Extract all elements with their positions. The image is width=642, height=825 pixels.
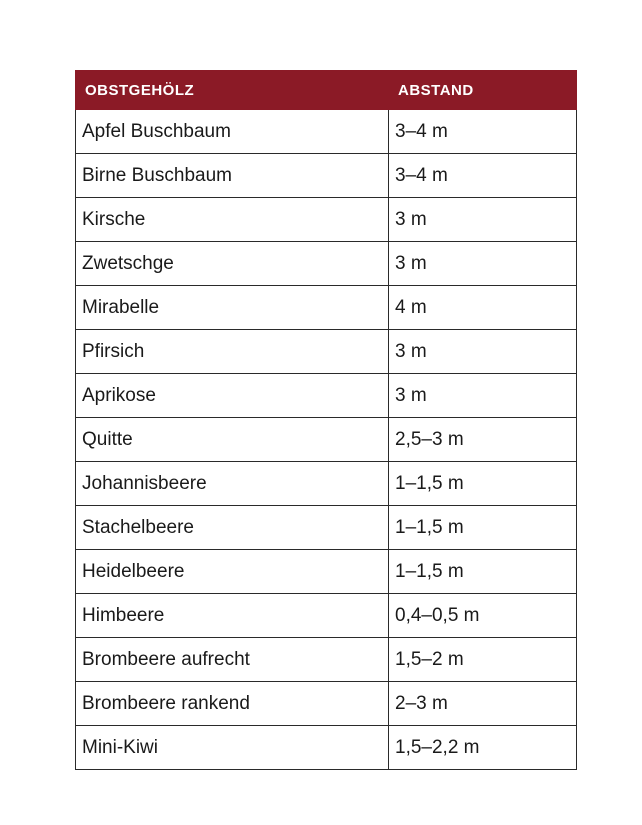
table-row: [76, 374, 577, 418]
table-row: [76, 330, 577, 374]
cell-spacing: 0,4–0,5 m: [389, 594, 577, 638]
cell-fruit: Heidelbeere: [76, 550, 389, 594]
cell-spacing: 1–1,5 m: [389, 550, 577, 594]
column-header-spacing: ABSTAND: [389, 71, 577, 110]
cell-spacing: 1,5–2,2 m: [389, 726, 577, 770]
cell-fruit: Johannisbeere: [76, 462, 389, 506]
table-row: [76, 594, 577, 638]
table-row: [76, 462, 577, 506]
cell-spacing: 3–4 m: [389, 110, 577, 154]
table-header: [76, 71, 577, 110]
cell-fruit: Mirabelle: [76, 286, 389, 330]
cell-fruit: Brombeere rankend: [76, 682, 389, 726]
cell-fruit: Quitte: [76, 418, 389, 462]
cell-spacing: 1,5–2 m: [389, 638, 577, 682]
table-body: [76, 110, 577, 770]
cell-spacing: 2–3 m: [389, 682, 577, 726]
spacing-table-container: [75, 70, 576, 770]
table-row: [76, 242, 577, 286]
cell-fruit: Mini-Kiwi: [76, 726, 389, 770]
cell-fruit: Kirsche: [76, 198, 389, 242]
cell-fruit: Brombeere aufrecht: [76, 638, 389, 682]
table-row: [76, 198, 577, 242]
fruit-spacing-table: [75, 70, 577, 770]
table-row: [76, 286, 577, 330]
cell-fruit: Pfirsich: [76, 330, 389, 374]
cell-spacing: 3–4 m: [389, 154, 577, 198]
cell-spacing: 3 m: [389, 242, 577, 286]
cell-fruit: Zwetschge: [76, 242, 389, 286]
cell-fruit: Stachelbeere: [76, 506, 389, 550]
table-row: [76, 638, 577, 682]
table-row: [76, 418, 577, 462]
table-row: [76, 154, 577, 198]
header-row: [76, 71, 577, 110]
cell-fruit: Birne Buschbaum: [76, 154, 389, 198]
cell-spacing: 4 m: [389, 286, 577, 330]
table-row: [76, 726, 577, 770]
column-header-fruit: OBSTGEHÖLZ: [76, 71, 389, 110]
cell-spacing: 1–1,5 m: [389, 462, 577, 506]
table-row: [76, 506, 577, 550]
cell-spacing: 3 m: [389, 198, 577, 242]
cell-spacing: 1–1,5 m: [389, 506, 577, 550]
cell-spacing: 3 m: [389, 374, 577, 418]
cell-fruit: Apfel Buschbaum: [76, 110, 389, 154]
cell-spacing: 2,5–3 m: [389, 418, 577, 462]
table-row: [76, 682, 577, 726]
cell-fruit: Himbeere: [76, 594, 389, 638]
table-row: [76, 110, 577, 154]
table-row: [76, 550, 577, 594]
cell-fruit: Aprikose: [76, 374, 389, 418]
cell-spacing: 3 m: [389, 330, 577, 374]
